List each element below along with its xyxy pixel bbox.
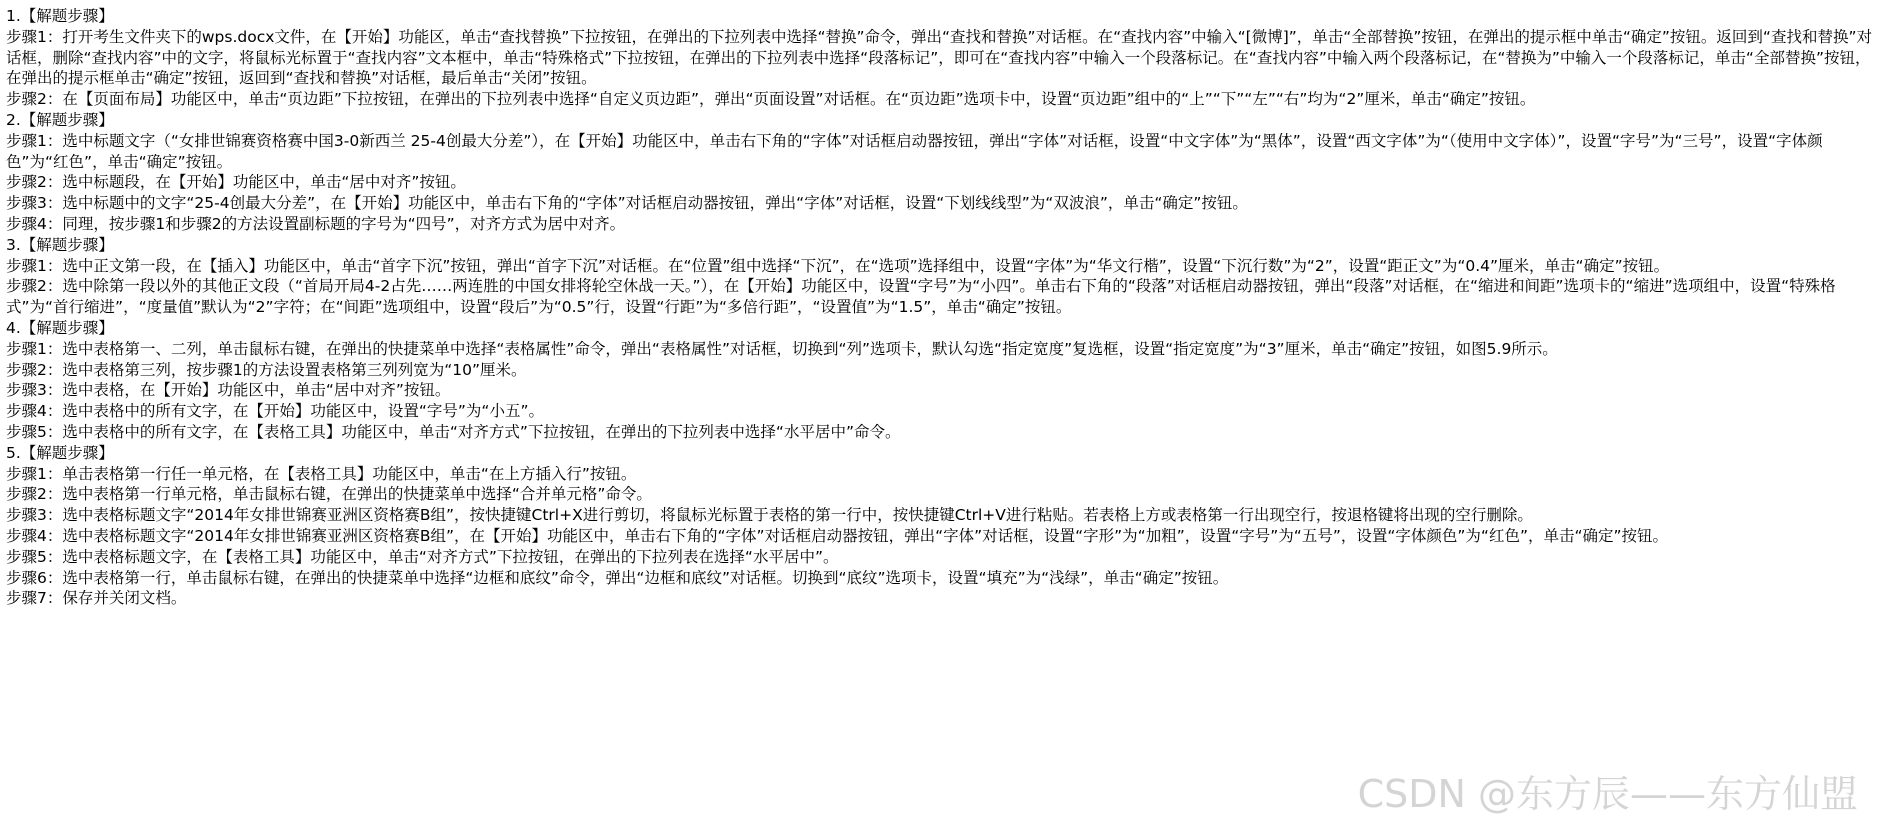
step-paragraph: 步骤3：选中表格，在【开始】功能区中，单击“居中对齐”按钮。 [6,381,451,400]
step-paragraph: 步骤7：保存并关闭文档。 [6,589,187,608]
heading-3: 3.【解题步骤】 [6,235,114,254]
step-paragraph: 步骤3：选中表格标题文字“2014年女排世锦赛亚洲区资格赛B组”，按快捷键Ctrl+X进行剪切，将鼠标光标置于表格的第一行中，按快捷键Ctrl+V进行粘贴。若表格上方或表格第一行出现空行，按退格键将出现的空行删除。 [6,506,1533,525]
step-paragraph: 步骤5：选中表格中的所有文字，在【表格工具】功能区中，单击“对齐方式”下拉按钮，在弹出的下拉列表中选择“水平居中”命令。 [6,422,901,441]
step-paragraph: 步骤2：选中标题段，在【开始】功能区中，单击“居中对齐”按钮。 [6,173,466,192]
step-paragraph: 步骤4：同理，按步骤1和步骤2的方法设置副标题的字号为“四号”，对齐方式为居中对齐。 [6,214,626,233]
document-body [6,6,1880,609]
step-paragraph: 步骤2：选中除第一段以外的其他正文段（“首局开局4-2占先……两连胜的中国女排将轮空休战一天。”），在【开始】功能区中，设置“字号”为“小四”。单击右下角的“段落”对话框启动器按钮，弹出“段落”对话框，在“缩进和间距”选项卡的“缩进”选项组中，设置“特殊格式”为“首行缩进”，“度量值”默认为“2”字符；在“间距”选项组中，设置“段后”为“0.5”行，设置“行距”为“多倍行距”，“设置值”为“1.5”，单击“确定”按钮。 [6,277,1836,317]
heading-1: 1.【解题步骤】 [6,7,114,25]
step-paragraph: 步骤3：选中标题中的文字“25-4创最大分差”，在【开始】功能区中，单击右下角的“字体”对话框启动器按钮，弹出“字体”对话框，设置“下划线线型”为“双波浪”，单击“确定”按钮。 [6,194,1248,213]
step-paragraph: 步骤5：选中表格标题文字，在【表格工具】功能区中，单击“对齐方式”下拉按钮，在弹出的下拉列表在选择“水平居中”。 [6,547,839,566]
step-paragraph: 步骤2：在【页面布局】功能区中，单击“页边距”下拉按钮，在弹出的下拉列表中选择“自定义页边距”，弹出“页面设置”对话框。在“页边距”选项卡中，设置“页边距”组中的“上”“下”“左”“右”均为“2”厘米，单击“确定”按钮。 [6,90,1536,109]
step-paragraph: 步骤4：选中表格标题文字“2014年女排世锦赛亚洲区资格赛B组”，在【开始】功能区中，单击右下角的“字体”对话框启动器按钮，弹出“字体”对话框，设置“字形”为“加粗”，设置“字号”为“五号”，设置“字体颜色”为“红色”，单击“确定”按钮。 [6,526,1669,545]
step-paragraph: 步骤4：选中表格中的所有文字，在【开始】功能区中，设置“字号”为“小五”。 [6,402,544,421]
step-paragraph: 步骤2：选中表格第一行单元格，单击鼠标右键，在弹出的快捷菜单中选择“合并单元格”命令。 [6,485,652,504]
step-paragraph: 步骤1：选中标题文字（“女排世锦赛资格赛中国3-0新西兰 25-4创最大分差”），在【开始】功能区中，单击右下角的“字体”对话框启动器按钮，弹出“字体”对话框，设置“中文字体”为“黑体”，设置“西文字体”为“（使用中文字体）”，设置“字号”为“三号”，设置“字体颜色”为“红色”，单击“确定”按钮。 [6,131,1823,171]
step-paragraph: 步骤1：选中表格第一、二列，单击鼠标右键，在弹出的快捷菜单中选择“表格属性”命令，弹出“表格属性”对话框，切换到“列”选项卡，默认勾选“指定宽度”复选框，设置“指定宽度”为“3”厘米，单击“确定”按钮，如图5.9所示。 [6,339,1558,358]
heading-4: 4.【解题步骤】 [6,318,114,337]
heading-2: 2.【解题步骤】 [6,110,114,129]
step-paragraph: 步骤1：打开考生文件夹下的wps.docx文件，在【开始】功能区，单击“查找替换”下拉按钮，在弹出的下拉列表中选择“替换”命令，弹出“查找和替换”对话框。在“查找内容”中输入“[微博]”，单击“全部替换”按钮，在弹出的提示框中单击“确定”按钮。返回到“查找和替换”对话框，删除“查找内容”中的文字，将鼠标光标置于“查找内容”文本框中，单击“特殊格式”下拉按钮，在弹出的下拉列表中选择“段落标记”，即可在“查找内容”中输入一个段落标记。在“查找内容”中输入两个段落标记，在“替换为”中输入一个段落标记，单击“全部替换”按钮，在弹出的提示框单击“确定”按钮，返回到“查找和替换”对话框，最后单击“关闭”按钮。 [6,27,1872,88]
step-paragraph: 步骤1：选中正文第一段，在【插入】功能区中，单击“首字下沉”按钮，弹出“首字下沉”对话框。在“位置”组中选择“下沉”，在“选项”选择组中，设置“字体”为“华文行楷”，设置“下沉行数”为“2”，设置“距正文”为“0.4”厘米，单击“确定”按钮。 [6,256,1670,275]
step-paragraph: 步骤2：选中表格第三列，按步骤1的方法设置表格第三列列宽为“10”厘米。 [6,360,527,379]
heading-5: 5.【解题步骤】 [6,443,114,462]
watermark: CSDN @东方辰——东方仙盟 [1357,772,1858,816]
step-paragraph: 步骤6：选中表格第一行，单击鼠标右键，在弹出的快捷菜单中选择“边框和底纹”命令，弹出“边框和底纹”对话框。切换到“底纹”选项卡，设置“填充”为“浅绿”，单击“确定”按钮。 [6,568,1229,587]
step-paragraph: 步骤1：单击表格第一行任一单元格，在【表格工具】功能区中，单击“在上方插入行”按钮。 [6,464,637,483]
